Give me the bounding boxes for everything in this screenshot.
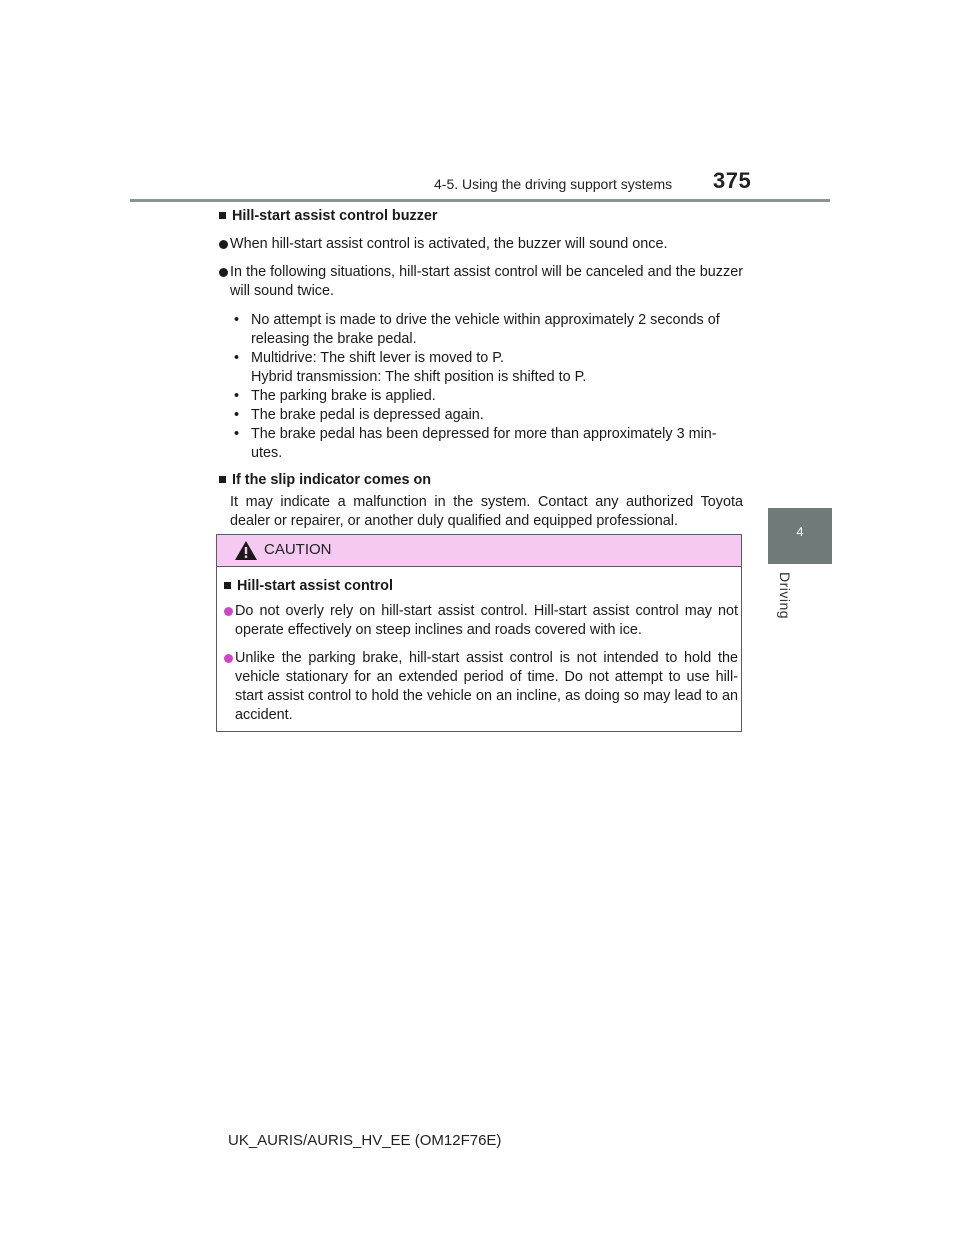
list-item: • The brake pedal has been depressed for more than approximately 3 min-utes. <box>230 425 743 463</box>
caution-title: CAUTION <box>264 541 332 558</box>
list-item: • The parking brake is applied. <box>230 387 743 406</box>
bullet-dot-icon <box>219 268 228 277</box>
square-bullet-icon <box>224 582 231 589</box>
caution-bullet-item: Unlike the parking brake, hill-start assist control is not intended to hold the vehicle stationary for an extended period of time. Do not attempt to use hill-start assist control to hold the vehicle on an incline, as doing so may lead to an accident. <box>224 649 738 725</box>
chapter-number: 4 <box>796 524 804 539</box>
chapter-tab <box>768 508 832 564</box>
warning-triangle-icon <box>234 540 258 561</box>
bullet-dot-icon <box>219 240 228 249</box>
list-item: • No attempt is made to drive the vehicle within approximately 2 seconds of releasing the brake pedal. <box>230 311 743 349</box>
bullet-item: In the following situations, hill-start assist control will be canceled and the buzzer will sound twice. <box>219 263 743 301</box>
list-item: • Multidrive: The shift lever is moved to P. Hybrid transmission: The shift position is shifted to P. <box>230 349 743 387</box>
header-section-title: 4-5. Using the driving support systems <box>434 176 673 192</box>
caution-heading: Hill-start assist control <box>224 577 738 596</box>
list-item: • The brake pedal is depressed again. <box>230 406 743 425</box>
square-bullet-icon <box>219 212 226 219</box>
header-divider <box>130 199 830 202</box>
footer-model-code: UK_AURIS/AURIS_HV_EE (OM12F76E) <box>228 1132 502 1149</box>
section-heading: If the slip indicator comes on <box>219 471 743 490</box>
condition-list <box>230 311 743 463</box>
page-number: 375 <box>713 168 752 193</box>
paragraph: It may indicate a malfunction in the system. Contact any authorized Toyota dealer or repairer, or another duly qualified and equipped professional. <box>230 494 743 529</box>
caution-box <box>216 534 742 732</box>
caution-bullet-item: Do not overly rely on hill-start assist control. Hill-start assist control may not operate effectively on steep inclines and roads covered with ice. <box>224 602 738 640</box>
bullet-item: When hill-start assist control is activated, the buzzer will sound once. <box>219 235 743 254</box>
caution-body <box>224 577 738 725</box>
bullet-dot-icon <box>224 654 233 663</box>
caution-header <box>217 535 741 567</box>
chapter-label: Driving <box>777 572 793 620</box>
square-bullet-icon <box>219 476 226 483</box>
section-heading: Hill-start assist control buzzer <box>219 207 743 226</box>
bullet-dot-icon <box>224 607 233 616</box>
main-content <box>219 207 743 531</box>
